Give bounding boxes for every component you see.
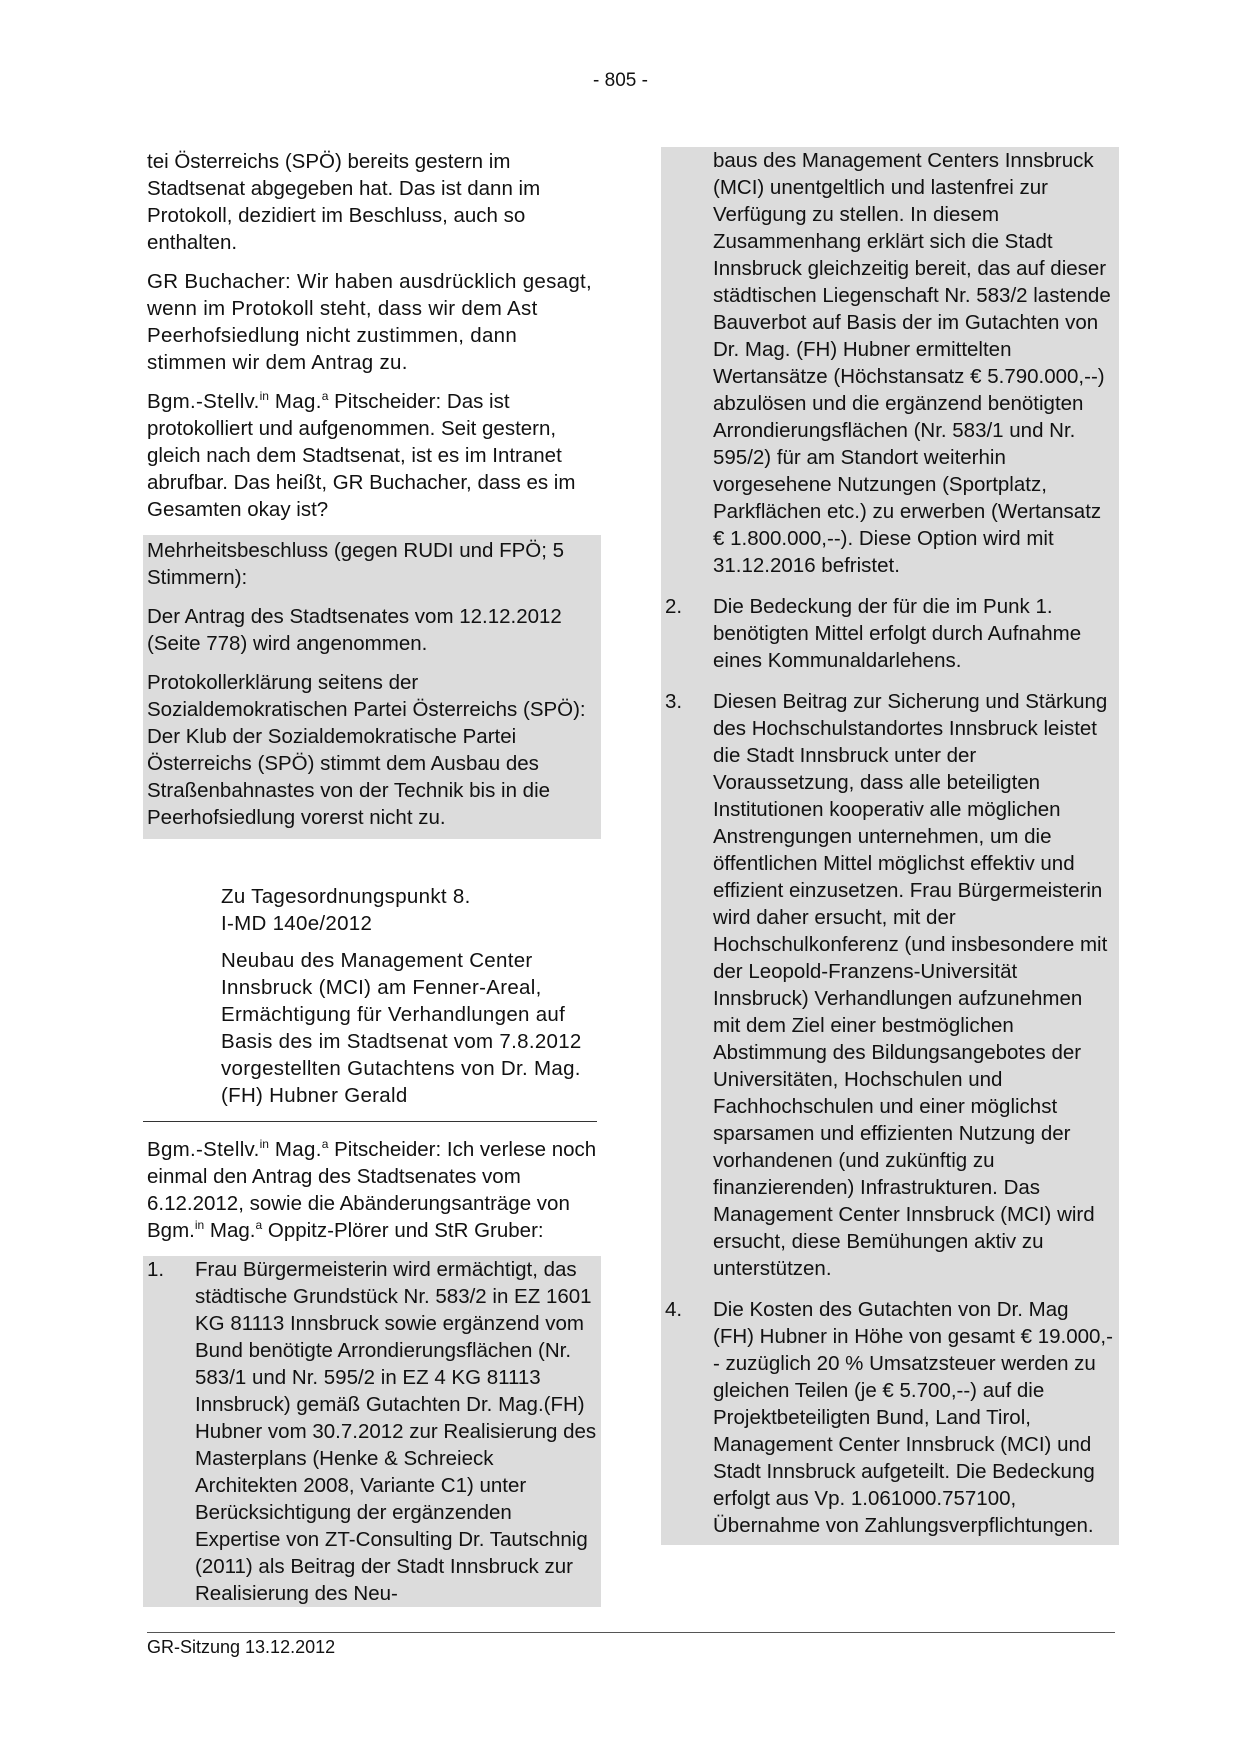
paragraph <box>147 388 597 523</box>
item-text-continued: baus des Management Centers Innsbruck (MCI) unentgeltlich und lastenfrei zur Verfügung zu stellen. In diesem Zusammenhang erklärt sich die Stadt Innsbruck gleichzeitig bereit, das auf dieser städtischen Liegenschaft Nr. 583/2 lastende Bauverbot auf Basis der im Gutachten von Dr. Mag. (FH) Hubner ermittelten Wertansätze (Höchstansatz € 5.790.000,--) abzulösen und die ergänzend benötigten Arrondierungsflächen (Nr. 583/1 und Nr. 595/2) für am Standort weiterhin vorgesehene Nutzungen (Sportplatz, Parkflächen etc.) zu erwerben (Wertansatz € 1.800.000,--). Diese Option wird mit 31.12.2016 befristet. <box>713 149 1111 577</box>
item-number: 3. <box>665 690 683 713</box>
divider <box>143 1121 597 1122</box>
footer-divider <box>147 1632 1115 1633</box>
item-text: Diesen Beitrag zur Sicherung und Stärkung des Hochschulstandortes Innsbruck leistet die Stadt Innsbruck unter der Voraussetzung, dass alle beteiligten Institutionen kooperativ alle möglichen Anstrengungen unternehmen, um die öffentlichen Mittel möglichst effektiv und effizient einzusetzen. Frau Bürgermeisterin wird daher ersucht, mit der Hochschulkonferenz (und insbesondere mit der Leopold-Franzens-Universität Innsbruck) Verhandlungen aufzunehmen mit dem Ziel einer bestmöglichen Abstimmung des Bildungsangebotes der Universitäten, Hochschulen und Fachhochschulen und einer möglichst sparsamen und effizienten Nutzung der vorhandenen (und zukünftig zu finanzierenden) Infrastrukturen. Das Management Center Innsbruck (MCI) wird ersucht, diese Bemühungen aktiv zu unterstützen. <box>713 690 1108 1280</box>
speech-text: Mag. <box>204 1219 256 1242</box>
superscript: in <box>194 1218 205 1232</box>
superscript: in <box>259 389 269 403</box>
resolution-box <box>143 535 601 839</box>
resolution-text: Mehrheitsbeschluss (gegen RUDI und FPÖ; 5 Stimmern): <box>147 539 565 589</box>
motion-item <box>143 1256 601 1607</box>
agenda-title: Neubau des Management Center Innsbruck (MCI) am Fenner-Areal, Ermächtigung für Verhandlungen auf Basis des im Stadtsenat vom 7.8.2012 vorgestellten Gutachtens von Dr. Mag. (FH) Hubner Gerald <box>221 949 582 1107</box>
agenda-item-header <box>221 883 597 1109</box>
motion-box <box>661 147 1119 1545</box>
item-number: 4. <box>665 1298 683 1321</box>
agenda-reference: I-MD 140e/2012 <box>221 912 373 935</box>
footer-text: GR-Sitzung 13.12.2012 <box>147 1637 336 1657</box>
agenda-number: Zu Tagesordnungspunkt 8. <box>221 885 471 908</box>
speech-text: Pitscheider: Ich verlese noch einmal den Antrag des Stadtsenates vom 6.12.2012, sowie die Abänderungsanträge von Bgm. <box>147 1138 597 1242</box>
item-text: Frau Bürgermeisterin wird ermächtigt, das städtische Grundstück Nr. 583/2 in EZ 1601 KG 81113 Innsbruck sowie ergänzend vom Bund benötigte Arrondierungsflächen (Nr. 583/1 und Nr. 595/2 in EZ 4 KG 81113 Innsbruck) gemäß Gutachten Dr. Mag.(FH) Hubner vom 30.7.2012 zur Realisierung des Masterplans (Henke & Schreieck Architekten 2008, Variante C1) unter Berücksichtigung der ergänzenden Expertise von ZT-Consulting Dr. Tautschnig (2011) als Beitrag der Stadt Innsbruck zur Realisierung des Neu- <box>195 1258 597 1605</box>
item-text: Die Bedeckung der für die im Punk 1. benötigten Mittel erfolgt durch Aufnahme eines Kommunaldarlehens. <box>713 595 1082 672</box>
item-text: Die Kosten des Gutachten von Dr. Mag (FH) Hubner in Höhe von gesamt € 19.000,-- zuzüglich 20 % Umsatzsteuer werden zu gleichen Teilen (je € 5.700,--) auf die Projektbeteiligten Bund, Land Tirol, Management Center Innsbruck (MCI) und Stadt Innsbruck aufgeteilt. Die Bedeckung erfolgt aus Vp. 1.061000.757100, Übernahme von Zahlungsverpflichtungen. <box>713 1298 1113 1537</box>
left-column <box>147 148 597 1607</box>
paragraph: tei Österreichs (SPÖ) bereits gestern im Stadtsenat abgegeben hat. Das ist dann im Protokoll, dezidiert im Beschluss, auch so enthalten. <box>147 150 541 254</box>
superscript: a <box>321 1137 329 1151</box>
speaker-title: Bgm.-Stellv. <box>147 390 260 413</box>
page-number: - 805 - <box>593 70 648 91</box>
motion-item <box>665 688 1115 1282</box>
paragraph <box>147 1136 597 1244</box>
motion-item <box>665 593 1115 674</box>
superscript: a <box>255 1218 263 1232</box>
motion-item <box>665 1296 1115 1539</box>
right-column <box>665 148 1115 1545</box>
protocol-statement: Protokollerklärung seitens der Sozialdemokratischen Partei Österreichs (SPÖ): Der Klub der Sozialdemokratische Partei Österreichs (SPÖ) stimmt dem Ausbau des Straßenbahnastes von der Technik bis in die Peerhofsiedlung vorerst nicht zu. <box>147 671 586 829</box>
paragraph: GR Buchacher: Wir haben ausdrücklich gesagt, wenn im Protokoll steht, dass wir dem Ast Peerhofsiedlung nicht zustimmen, dann stimmen wir dem Antrag zu. <box>147 270 593 374</box>
speech-text: Oppitz-Plörer und StR Gruber: <box>262 1219 544 1242</box>
item-number: 2. <box>665 595 683 618</box>
speaker-title: Mag. <box>268 1138 322 1161</box>
resolution-text: Der Antrag des Stadtsenates vom 12.12.2012 (Seite 778) wird angenommen. <box>147 605 562 655</box>
speaker-title: Bgm.-Stellv. <box>147 1138 260 1161</box>
superscript: in <box>259 1137 269 1151</box>
superscript: a <box>321 389 329 403</box>
speaker-title: Mag. <box>268 390 322 413</box>
speech-text: Pitscheider: Das ist protokolliert und aufgenommen. Seit gestern, gleich nach dem Stadtsenat, ist es im Intranet abrufbar. Das heißt, GR Buchacher, dass es im Gesamten okay ist? <box>147 390 576 521</box>
item-number: 1. <box>147 1258 165 1281</box>
